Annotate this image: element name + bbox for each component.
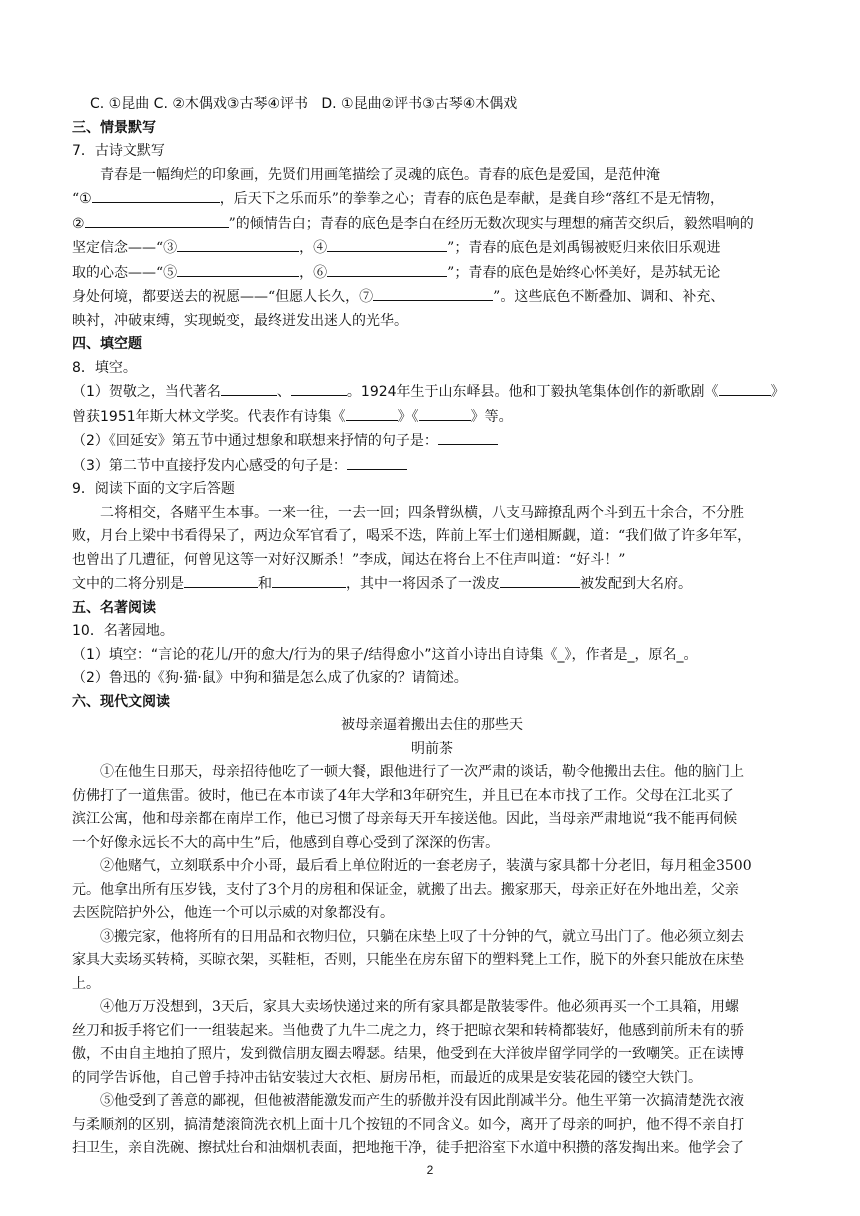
article-line: 滨江公寓，他和母亲都在南岸工作，他已习惯了母亲每天开车接送他。因此，当母亲严肃地说“我不能再伺候: [72, 811, 738, 827]
answer-blank-6[interactable]: [327, 261, 447, 277]
q8-item-1-cont: 曾获1951年斯大林文学奖。代表作有诗集《 》《 》等。: [72, 405, 792, 430]
answer-blank[interactable]: [719, 380, 771, 396]
page-content: [72, 93, 792, 1161]
question-8: 8．填空。: [72, 359, 137, 376]
answer-blank[interactable]: [438, 429, 498, 445]
q9-passage-line: 二将相交，各赌平生本事。一来一往，一去一回；四条臂纵横，八支马蹄撩乱两个斗到五十余合，不分胜: [100, 504, 744, 521]
q9-question-line: 文中的二将分别是 和 ，其中一将因杀了一泼皮 被发配到大名府。: [72, 572, 792, 597]
article-line: 家具大卖场买转椅，买晾衣架，买鞋柜，否则，只能坐在房东留下的塑料凳上工作，脱下的外套只能放在床垫: [72, 952, 744, 968]
q10-item-1: （1）填空：“言论的花儿/开的愈大/行为的果子/结得愈小”这首小诗出自诗集《_》，作者是_，原名_。: [72, 646, 698, 663]
q9-passage-line: 败，月台上梁中书看得呆了，两边众军官看了，喝采不迭，阵前上军士们递相厮觑，道：“我们做了许多年军，: [72, 528, 752, 544]
q7-text-line: 青春是一幅绚烂的印象画，先贤们用画笔描绘了灵魂的底色。青春的底色是爱国，是范仲淹: [100, 166, 660, 183]
answer-blank[interactable]: [419, 405, 471, 421]
answer-blank-7[interactable]: [373, 285, 493, 301]
article-line: ⑤他受到了善意的鄙视，但他被潜能激发而产生的骄傲并没有因此削减半分。他生平第一次搞清楚洗衣液: [100, 1093, 744, 1109]
section-heading-3: 三、情景默写: [72, 119, 156, 136]
section-heading-5: 五、名著阅读: [72, 599, 156, 616]
article-title: 被母亲逼着搬出去住的那些天: [341, 717, 523, 733]
q7-text-line: 映衬，冲破束缚，实现蜕变，最终迸发出迷人的光华。: [72, 312, 408, 329]
answer-blank[interactable]: [500, 572, 580, 588]
article-line: 扫卫生，亲自洗碗、擦拭灶台和油烟机表面，把地拖干净，徒手把浴室下水道中积攒的落发掏出来。他学会了: [72, 1140, 744, 1156]
q7-text-line: ② ”的倾情告白；青春的底色是李白在经历无数次现实与理想的痛苦交织后，毅然唱响的: [72, 212, 792, 237]
article-line: ②他赌气，立刻联系中介小哥，最后看上单位附近的一套老房子，装潢与家具都十分老旧，每月租金3500: [100, 858, 752, 874]
q10-item-2: （2）鲁迅的《狗·猫·鼠》中狗和猫是怎么成了仇家的？请简述。: [72, 670, 468, 686]
question-7: 7．古诗文默写: [72, 143, 165, 159]
article-line: 与柔顺剂的区别，搞清楚滚筒洗衣机上面十几个按钮的不同含义。如今，离开了母亲的呵护，他不得不亲自打: [72, 1116, 744, 1133]
answer-blank[interactable]: [291, 380, 347, 396]
article-author: 明前茶: [411, 740, 453, 757]
article-line: 丝刀和扳手将它们一一组装起来。当他费了九牛二虎之力，终于把晾衣架和转椅都装好，他感到前所未有的骄: [72, 1022, 744, 1039]
answer-blank-1[interactable]: [92, 187, 220, 203]
q8-item-2: （2）《回延安》第五节中通过想象和联想来抒情的句子是：: [72, 429, 792, 454]
q7-text-line: 坚定信念——“③ ，④ ”；青春的底色是刘禹锡被贬归来依旧乐观进: [72, 236, 792, 261]
q7-text-line: 取的心态——“⑤ ，⑥ ”；青春的底色是始终心怀美好，是苏轼无论: [72, 261, 792, 286]
section-heading-4: 四、填空题: [72, 336, 142, 352]
article-line: 傲，不由自主地拍了照片，发到微信朋友圈去嘚瑟。结果，他受到在大洋彼岸留学同学的一致嘲笑。正在读博: [72, 1046, 744, 1062]
article-line: ①在他生日那天，母亲招待他吃了一顿大餐，跟他进行了一次严肃的谈话，勒令他搬出去住。他的脑门上: [100, 764, 744, 780]
article-line: 一个好像永远长不大的高中生”后，他感到自尊心受到了深深的伤害。: [72, 834, 500, 851]
answer-blank[interactable]: [346, 405, 398, 421]
answer-blank-5[interactable]: [177, 261, 299, 277]
q7-text-line: “① ，后天下之乐而乐”的拳拳之心；青春的底色是奉献，是龚自珍“落红不是无情物，: [72, 187, 792, 212]
article-line: 仿佛打了一道焦雷。彼时，他已在本市读了4年大学和3年研究生，并且已在本市找了工作。父母在江北买了: [72, 787, 734, 804]
option-c: C. ①昆曲 C. ②木偶戏③古琴④评书: [90, 96, 309, 112]
article-line: 去医院陪护外公，他连一个可以示威的对象都没有。: [72, 905, 394, 921]
q8-item-3: （3）第二节中直接抒发内心感受的句子是：: [72, 454, 792, 479]
article-line: ④他万万没想到，3天后，家具大卖场快递过来的所有家具都是散装零件。他必须再买一个工具箱，用螺: [100, 999, 739, 1015]
q8-item-1: （1）贺敬之，当代著名 、 。1924年生于山东峄县。他和丁毅执笔集体创作的新歌剧《 》: [72, 380, 792, 405]
answer-blank[interactable]: [272, 572, 346, 588]
answer-blank[interactable]: [184, 572, 258, 588]
answer-blank[interactable]: [347, 454, 407, 470]
answer-blank-4[interactable]: [327, 236, 447, 252]
answer-blank-3[interactable]: [177, 236, 299, 252]
option-line: [72, 93, 792, 117]
option-d: D. ①昆曲②评书③古琴④木偶戏: [321, 96, 518, 112]
q7-text-line: 身处何境，都要送去的祝愿——“但愿人长久，⑦ ”。这些底色不断叠加、调和、补充、: [72, 285, 792, 310]
question-9: 9．阅读下面的文字后答题: [72, 481, 235, 497]
q9-passage-line: 也曾出了几遭征，何曾见这等一对好汉厮杀！”李成，闻达在将台上不住声叫道：“好斗！”: [72, 551, 626, 568]
article-line: ③搬完家，他将所有的日用品和衣物归位，只躺在床垫上叹了十分钟的气，就立马出门了。他必须立刻去: [100, 928, 744, 945]
page-number: 2: [426, 1163, 434, 1177]
article-line: 元。他拿出所有压岁钱，支付了3个月的房租和保证金，就搬了出去。搬家那天，母亲正好在外地出差，父亲: [72, 881, 739, 898]
section-heading-6: 六、现代文阅读: [72, 693, 170, 710]
article-line: 的同学告诉他，自己曾手持冲击钻安装过大衣柜、厨房吊柜，而最近的成果是安装花园的镂空大铁门。: [72, 1069, 702, 1086]
answer-blank[interactable]: [221, 380, 277, 396]
question-10: 10．名著园地。: [72, 623, 174, 639]
answer-blank-2[interactable]: [85, 212, 229, 228]
article-line: 上。: [72, 975, 100, 992]
